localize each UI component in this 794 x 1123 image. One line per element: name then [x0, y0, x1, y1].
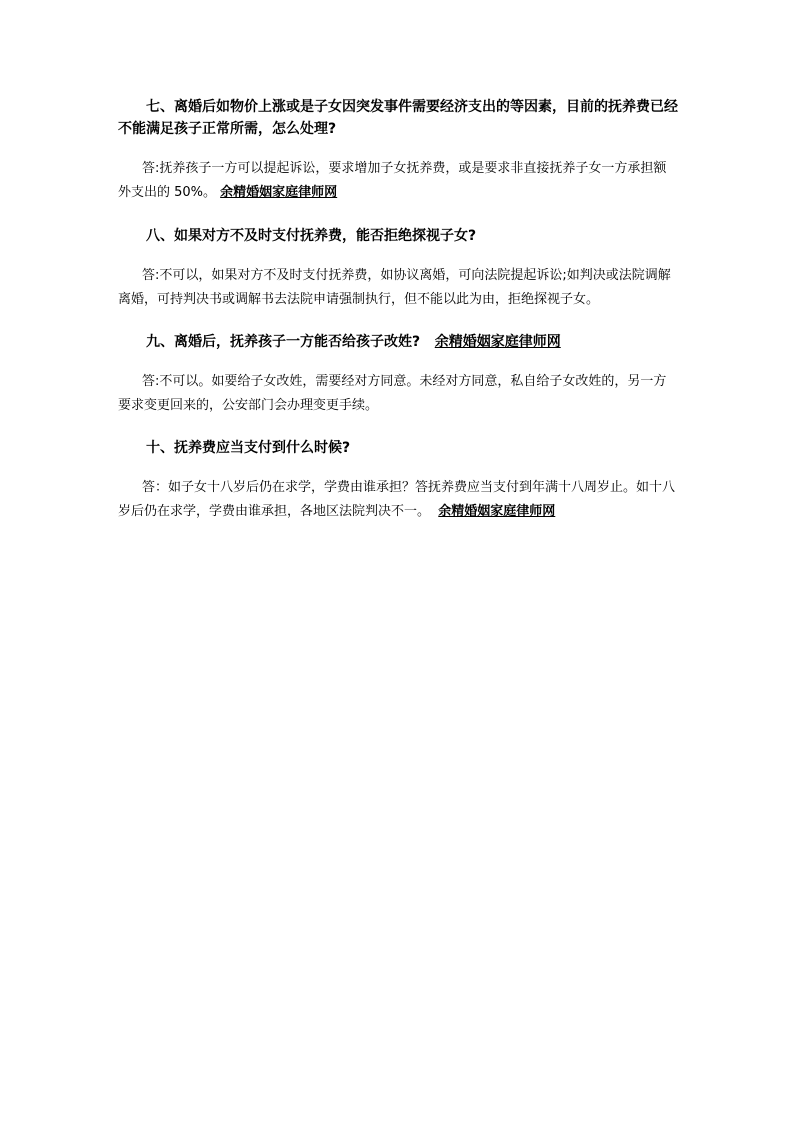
site-link[interactable]: 余精婚姻家庭律师网 [220, 185, 338, 200]
question-8-text: 八、如果对方不及时支付抚养费，能否拒绝探视子女? [146, 228, 477, 244]
question-9-text: 九、离婚后，抚养孩子一方能否给孩子改姓? [146, 334, 421, 350]
answer-8 [118, 264, 678, 312]
answer-9-text: 答:不可以。如要给子女改姓，需要经对方同意。未经对方同意，私自给子女改姓的，另一方要求变更回来的，公安部门会办理变更手续。 [118, 374, 667, 413]
answer-9 [118, 370, 678, 418]
question-7 [118, 96, 678, 140]
question-9 [118, 331, 678, 353]
question-10-text: 十、抚养费应当支付到什么时候? [146, 440, 351, 456]
site-link[interactable]: 余精婚姻家庭律师网 [438, 504, 556, 519]
answer-7-text: 答:抚养孩子一方可以提起诉讼，要求增加子女抚养费，或是要求非直接抚养子女一方承担额外支出的 50%。 [118, 161, 667, 200]
question-7-text: 七、离婚后如物价上涨或是子女因突发事件需要经济支出的等因素，目前的抚养费已经不能满足孩子正常所需，怎么处理? [118, 99, 678, 137]
question-10 [118, 437, 678, 459]
answer-10-text: 答：如子女十八岁后仍在求学，学费由谁承担？答抚养费应当支付到年满十八周岁止。如十八岁后仍在求学，学费由谁承担，各地区法院判决不一。 [118, 480, 676, 519]
answer-8-text: 答:不可以，如果对方不及时支付抚养费，如协议离婚，可向法院提起诉讼;如判决或法院调解离婚，可持判决书或调解书去法院申请强制执行，但不能以此为由，拒绝探视子女。 [118, 268, 671, 307]
question-8 [118, 225, 678, 247]
site-link[interactable]: 余精婚姻家庭律师网 [434, 334, 561, 350]
document-page [118, 96, 678, 524]
answer-10 [118, 476, 678, 524]
answer-7 [118, 157, 678, 205]
